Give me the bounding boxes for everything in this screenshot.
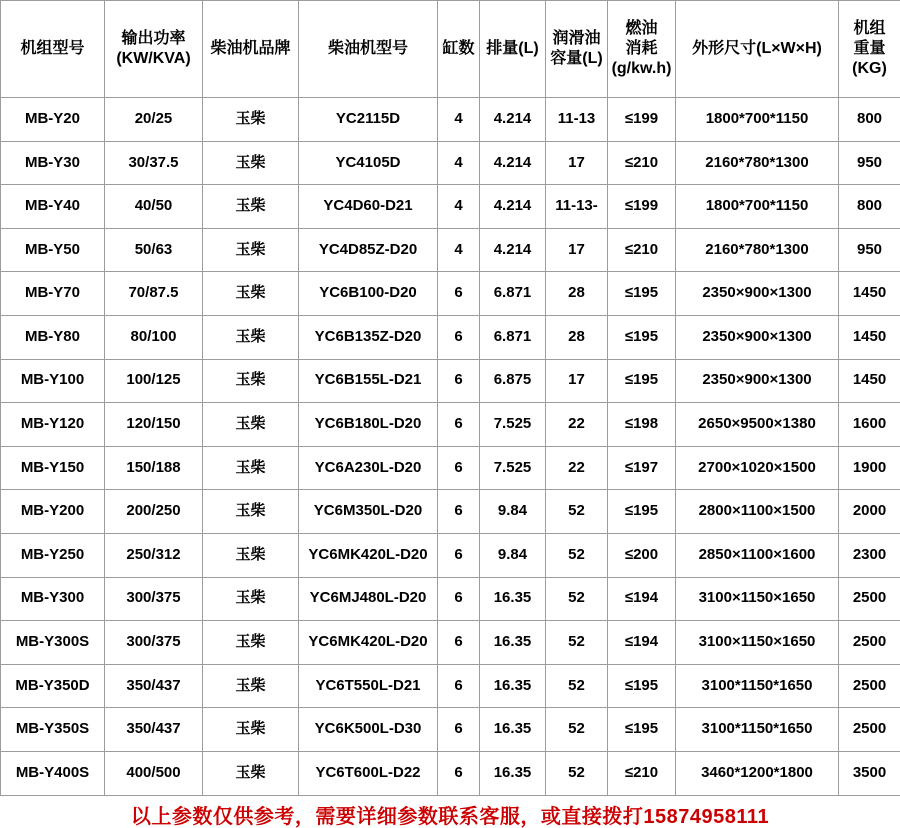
table-cell: 玉柴 bbox=[203, 490, 299, 534]
table-cell: 6 bbox=[438, 751, 480, 795]
column-header-line: 输出功率 bbox=[106, 29, 201, 49]
column-header-1 bbox=[105, 1, 203, 98]
table-cell: 6.871 bbox=[480, 272, 546, 316]
table-cell: ≤199 bbox=[608, 98, 676, 142]
table-cell: MB-Y50 bbox=[1, 228, 105, 272]
table-cell: 1450 bbox=[839, 359, 900, 403]
column-header-3 bbox=[299, 1, 438, 98]
table-cell: 52 bbox=[546, 533, 608, 577]
table-cell: 玉柴 bbox=[203, 533, 299, 577]
table-row bbox=[1, 490, 900, 534]
table-cell: 70/87.5 bbox=[105, 272, 203, 316]
table-cell: 4 bbox=[438, 228, 480, 272]
table-cell: YC6B100-D20 bbox=[299, 272, 438, 316]
table-cell: 玉柴 bbox=[203, 403, 299, 447]
table-cell: 150/188 bbox=[105, 446, 203, 490]
table-cell: 6 bbox=[438, 490, 480, 534]
table-cell: 3100*1150*1650 bbox=[676, 708, 839, 752]
column-header-9 bbox=[839, 1, 900, 98]
table-cell: 玉柴 bbox=[203, 272, 299, 316]
table-cell: 玉柴 bbox=[203, 577, 299, 621]
column-header-line: 机组型号 bbox=[2, 39, 103, 59]
table-cell: ≤200 bbox=[608, 533, 676, 577]
table-cell: 3100*1150*1650 bbox=[676, 664, 839, 708]
table-cell: 2160*780*1300 bbox=[676, 141, 839, 185]
column-header-line: 润滑油 bbox=[547, 29, 606, 49]
table-cell: 3100×1150×1650 bbox=[676, 621, 839, 665]
table-row bbox=[1, 664, 900, 708]
table-cell: YC6K500L-D30 bbox=[299, 708, 438, 752]
table-cell: YC6A230L-D20 bbox=[299, 446, 438, 490]
column-header-line: 消耗 bbox=[609, 39, 674, 59]
table-row bbox=[1, 751, 900, 795]
column-header-2 bbox=[203, 1, 299, 98]
table-cell: ≤195 bbox=[608, 359, 676, 403]
column-header-line: 燃油 bbox=[609, 19, 674, 39]
table-cell: 玉柴 bbox=[203, 751, 299, 795]
table-cell: MB-Y300S bbox=[1, 621, 105, 665]
table-cell: YC6B155L-D21 bbox=[299, 359, 438, 403]
table-cell: 28 bbox=[546, 315, 608, 359]
table-cell: 4 bbox=[438, 185, 480, 229]
table-cell: 40/50 bbox=[105, 185, 203, 229]
table-cell: 玉柴 bbox=[203, 185, 299, 229]
table-cell: 6 bbox=[438, 359, 480, 403]
table-cell: ≤195 bbox=[608, 272, 676, 316]
table-cell: 3100×1150×1650 bbox=[676, 577, 839, 621]
table-cell: ≤198 bbox=[608, 403, 676, 447]
column-header-line: (g/kw.h) bbox=[609, 59, 674, 79]
table-cell: 玉柴 bbox=[203, 315, 299, 359]
column-header-line: 排量(L) bbox=[481, 39, 544, 59]
table-cell: 17 bbox=[546, 359, 608, 403]
column-header-line: (KG) bbox=[840, 59, 899, 79]
table-cell: 16.35 bbox=[480, 708, 546, 752]
column-header-8 bbox=[676, 1, 839, 98]
table-cell: 1600 bbox=[839, 403, 900, 447]
table-row bbox=[1, 403, 900, 447]
table-cell: YC4D85Z-D20 bbox=[299, 228, 438, 272]
table-cell: 300/375 bbox=[105, 577, 203, 621]
table-cell: 玉柴 bbox=[203, 621, 299, 665]
table-row bbox=[1, 98, 900, 142]
table-cell: 16.35 bbox=[480, 621, 546, 665]
table-cell: YC6MK420L-D20 bbox=[299, 621, 438, 665]
table-cell: 2350×900×1300 bbox=[676, 359, 839, 403]
table-cell: 6 bbox=[438, 664, 480, 708]
column-header-7 bbox=[608, 1, 676, 98]
table-cell: 6 bbox=[438, 577, 480, 621]
table-cell: 11-13- bbox=[546, 185, 608, 229]
table-cell: ≤210 bbox=[608, 751, 676, 795]
table-cell: MB-Y400S bbox=[1, 751, 105, 795]
table-cell: 2500 bbox=[839, 664, 900, 708]
table-cell: MB-Y150 bbox=[1, 446, 105, 490]
table-row bbox=[1, 533, 900, 577]
table-cell: 玉柴 bbox=[203, 446, 299, 490]
table-cell: 2500 bbox=[839, 621, 900, 665]
table-cell: 52 bbox=[546, 708, 608, 752]
table-cell: ≤195 bbox=[608, 315, 676, 359]
table-cell: YC6MK420L-D20 bbox=[299, 533, 438, 577]
table-cell: 20/25 bbox=[105, 98, 203, 142]
table-cell: 玉柴 bbox=[203, 141, 299, 185]
table-cell: YC4105D bbox=[299, 141, 438, 185]
column-header-line: 机组 bbox=[840, 19, 899, 39]
table-cell: YC4D60-D21 bbox=[299, 185, 438, 229]
table-cell: 9.84 bbox=[480, 490, 546, 534]
table-cell: MB-Y80 bbox=[1, 315, 105, 359]
table-cell: 玉柴 bbox=[203, 664, 299, 708]
table-cell: ≤194 bbox=[608, 577, 676, 621]
table-row bbox=[1, 228, 900, 272]
table-cell: ≤195 bbox=[608, 708, 676, 752]
table-cell: MB-Y40 bbox=[1, 185, 105, 229]
table-cell: ≤199 bbox=[608, 185, 676, 229]
table-cell: 50/63 bbox=[105, 228, 203, 272]
table-cell: 2700×1020×1500 bbox=[676, 446, 839, 490]
table-cell: 1800*700*1150 bbox=[676, 98, 839, 142]
table-cell: 1450 bbox=[839, 315, 900, 359]
table-cell: ≤210 bbox=[608, 228, 676, 272]
table-cell: 16.35 bbox=[480, 751, 546, 795]
table-cell: YC6M350L-D20 bbox=[299, 490, 438, 534]
table-cell: MB-Y20 bbox=[1, 98, 105, 142]
table-cell: 9.84 bbox=[480, 533, 546, 577]
table-cell: 250/312 bbox=[105, 533, 203, 577]
table-cell: 52 bbox=[546, 490, 608, 534]
table-cell: MB-Y120 bbox=[1, 403, 105, 447]
table-cell: 2850×1100×1600 bbox=[676, 533, 839, 577]
table-cell: 6 bbox=[438, 446, 480, 490]
table-body bbox=[1, 98, 900, 796]
table-cell: 6 bbox=[438, 315, 480, 359]
table-cell: MB-Y250 bbox=[1, 533, 105, 577]
table-cell: 120/150 bbox=[105, 403, 203, 447]
table-cell: 玉柴 bbox=[203, 359, 299, 403]
table-cell: 100/125 bbox=[105, 359, 203, 403]
table-cell: 52 bbox=[546, 751, 608, 795]
table-cell: 1800*700*1150 bbox=[676, 185, 839, 229]
table-cell: 4.214 bbox=[480, 228, 546, 272]
table-cell: 800 bbox=[839, 98, 900, 142]
table-cell: 2500 bbox=[839, 708, 900, 752]
table-cell: 28 bbox=[546, 272, 608, 316]
table-cell: MB-Y30 bbox=[1, 141, 105, 185]
table-cell: 950 bbox=[839, 228, 900, 272]
table-cell: 3500 bbox=[839, 751, 900, 795]
table-header bbox=[1, 1, 900, 98]
table-cell: MB-Y300 bbox=[1, 577, 105, 621]
table-cell: 200/250 bbox=[105, 490, 203, 534]
table-cell: MB-Y350S bbox=[1, 708, 105, 752]
table-cell: YC6T550L-D21 bbox=[299, 664, 438, 708]
table-cell: 17 bbox=[546, 228, 608, 272]
table-cell: 300/375 bbox=[105, 621, 203, 665]
table-row bbox=[1, 141, 900, 185]
table-cell: 16.35 bbox=[480, 577, 546, 621]
table-cell: 800 bbox=[839, 185, 900, 229]
table-cell: 玉柴 bbox=[203, 708, 299, 752]
table-row bbox=[1, 621, 900, 665]
table-cell: 1900 bbox=[839, 446, 900, 490]
table-cell: 6 bbox=[438, 533, 480, 577]
table-cell: ≤210 bbox=[608, 141, 676, 185]
table-row bbox=[1, 359, 900, 403]
table-cell: 350/437 bbox=[105, 664, 203, 708]
table-cell: 6 bbox=[438, 708, 480, 752]
table-cell: 4.214 bbox=[480, 141, 546, 185]
column-header-line: 柴油机型号 bbox=[300, 39, 436, 59]
table-cell: 2800×1100×1500 bbox=[676, 490, 839, 534]
column-header-4 bbox=[438, 1, 480, 98]
table-cell: 6.875 bbox=[480, 359, 546, 403]
table-cell: MB-Y100 bbox=[1, 359, 105, 403]
table-cell: 2350×900×1300 bbox=[676, 272, 839, 316]
table-cell: ≤195 bbox=[608, 490, 676, 534]
column-header-line: 缸数 bbox=[439, 39, 478, 59]
table-cell: 6 bbox=[438, 403, 480, 447]
table-cell: 16.35 bbox=[480, 664, 546, 708]
column-header-line: 容量(L) bbox=[547, 49, 606, 69]
table-cell: 4 bbox=[438, 98, 480, 142]
column-header-line: 柴油机品牌 bbox=[204, 39, 297, 59]
table-cell: 52 bbox=[546, 664, 608, 708]
column-header-line: 外形尺寸(L×W×H) bbox=[677, 39, 837, 59]
table-cell: YC6B180L-D20 bbox=[299, 403, 438, 447]
table-row bbox=[1, 446, 900, 490]
table-cell: 17 bbox=[546, 141, 608, 185]
table-cell: 7.525 bbox=[480, 403, 546, 447]
table-cell: 2000 bbox=[839, 490, 900, 534]
column-header-6 bbox=[546, 1, 608, 98]
table-row bbox=[1, 315, 900, 359]
table-cell: 30/37.5 bbox=[105, 141, 203, 185]
table-cell: 22 bbox=[546, 446, 608, 490]
table-cell: 3460*1200*1800 bbox=[676, 751, 839, 795]
table-cell: 玉柴 bbox=[203, 98, 299, 142]
table-row bbox=[1, 185, 900, 229]
table-cell: 6 bbox=[438, 621, 480, 665]
table-cell: 4 bbox=[438, 141, 480, 185]
table-cell: YC6MJ480L-D20 bbox=[299, 577, 438, 621]
table-cell: 7.525 bbox=[480, 446, 546, 490]
column-header-5 bbox=[480, 1, 546, 98]
table-cell: 11-13 bbox=[546, 98, 608, 142]
table-cell: 4.214 bbox=[480, 98, 546, 142]
table-cell: ≤197 bbox=[608, 446, 676, 490]
table-cell: MB-Y70 bbox=[1, 272, 105, 316]
table-cell: 4.214 bbox=[480, 185, 546, 229]
table-cell: YC6B135Z-D20 bbox=[299, 315, 438, 359]
table-cell: 52 bbox=[546, 621, 608, 665]
table-cell: ≤194 bbox=[608, 621, 676, 665]
table-cell: 22 bbox=[546, 403, 608, 447]
table-cell: 2300 bbox=[839, 533, 900, 577]
table-cell: 1450 bbox=[839, 272, 900, 316]
column-header-line: (KW/KVA) bbox=[106, 49, 201, 69]
table-header-row bbox=[1, 1, 900, 98]
table-cell: 2500 bbox=[839, 577, 900, 621]
table-cell: YC2115D bbox=[299, 98, 438, 142]
table-cell: 6.871 bbox=[480, 315, 546, 359]
table-row bbox=[1, 708, 900, 752]
table-cell: 52 bbox=[546, 577, 608, 621]
table-cell: 400/500 bbox=[105, 751, 203, 795]
table-cell: 350/437 bbox=[105, 708, 203, 752]
table-cell: 6 bbox=[438, 272, 480, 316]
table-cell: YC6T600L-D22 bbox=[299, 751, 438, 795]
table-cell: 2160*780*1300 bbox=[676, 228, 839, 272]
column-header-line: 重量 bbox=[840, 39, 899, 59]
table-cell: MB-Y350D bbox=[1, 664, 105, 708]
table-cell: 2650×9500×1380 bbox=[676, 403, 839, 447]
table-cell: 2350×900×1300 bbox=[676, 315, 839, 359]
table-row bbox=[1, 577, 900, 621]
table-cell: 80/100 bbox=[105, 315, 203, 359]
table-cell: ≤195 bbox=[608, 664, 676, 708]
table-cell: MB-Y200 bbox=[1, 490, 105, 534]
table-row bbox=[1, 272, 900, 316]
table-cell: 玉柴 bbox=[203, 228, 299, 272]
column-header-0 bbox=[1, 1, 105, 98]
table-cell: 950 bbox=[839, 141, 900, 185]
footer-note: 以上参数仅供参考，需要详细参数联系客服，或直接拨打15874958111 bbox=[0, 796, 900, 828]
